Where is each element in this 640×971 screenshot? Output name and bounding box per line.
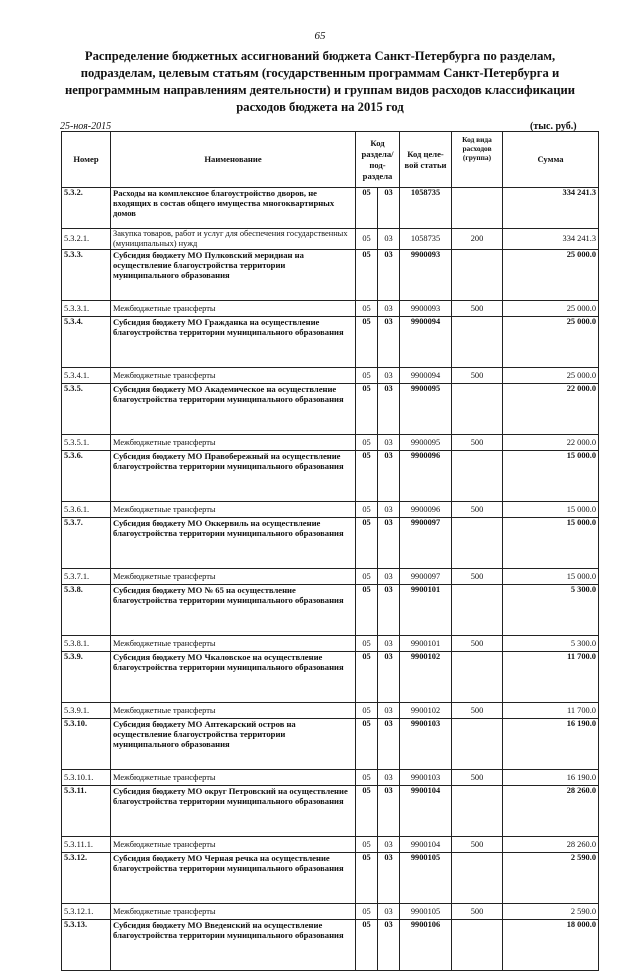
row-name: Субсидия бюджету МО Черная речка на осуществление благоустройства территории муниципального образования [111, 853, 356, 904]
row-sum: 5 300.0 [503, 585, 599, 636]
row-name: Межбюджетные трансферты [111, 770, 356, 786]
row-name: Межбюджетные трансферты [111, 703, 356, 719]
row-subsection-code: 03 [378, 301, 400, 317]
row-article-code: 9900094 [400, 368, 452, 384]
row-name: Межбюджетные трансферты [111, 636, 356, 652]
table-row [62, 229, 599, 250]
header-sum: Сумма [503, 132, 599, 188]
row-section-code: 05 [356, 920, 378, 971]
row-type-code: 500 [452, 703, 503, 719]
row-type-code [452, 652, 503, 703]
row-name: Субсидия бюджету МО Гражданка на осуществление благоустройства территории муниципального образования [111, 317, 356, 368]
row-subsection-code: 03 [378, 368, 400, 384]
row-type-code: 500 [452, 435, 503, 451]
table-row [62, 188, 599, 229]
row-section-code: 05 [356, 451, 378, 502]
table-row [62, 301, 599, 317]
row-number: 5.3.9. [62, 652, 111, 703]
table-row [62, 317, 599, 368]
row-sum: 16 190.0 [503, 770, 599, 786]
row-type-code [452, 853, 503, 904]
row-subsection-code: 03 [378, 837, 400, 853]
row-type-code [452, 317, 503, 368]
row-type-code [452, 188, 503, 229]
row-number: 5.3.11.1. [62, 837, 111, 853]
row-sum: 11 700.0 [503, 703, 599, 719]
row-article-code: 9900095 [400, 435, 452, 451]
row-article-code: 1058735 [400, 229, 452, 250]
row-subsection-code: 03 [378, 188, 400, 229]
row-number: 5.3.7.1. [62, 569, 111, 585]
row-subsection-code: 03 [378, 384, 400, 435]
row-section-code: 05 [356, 837, 378, 853]
row-sum: 25 000.0 [503, 301, 599, 317]
row-subsection-code: 03 [378, 518, 400, 569]
row-type-code: 500 [452, 837, 503, 853]
row-number: 5.3.4.1. [62, 368, 111, 384]
row-subsection-code: 03 [378, 502, 400, 518]
page-number: 65 [314, 30, 326, 42]
table-row [62, 703, 599, 719]
row-name: Межбюджетные трансферты [111, 502, 356, 518]
row-article-code: 9900104 [400, 837, 452, 853]
table-row [62, 837, 599, 853]
row-article-code: 9900105 [400, 904, 452, 920]
row-section-code: 05 [356, 229, 378, 250]
row-article-code: 9900105 [400, 853, 452, 904]
row-subsection-code: 03 [378, 920, 400, 971]
row-name: Субсидия бюджету МО Оккервиль на осуществление благоустройства территории муниципального образования [111, 518, 356, 569]
row-number: 5.3.6. [62, 451, 111, 502]
row-type-code: 500 [452, 904, 503, 920]
row-sum: 16 190.0 [503, 719, 599, 770]
row-name: Субсидия бюджету МО Правобережный на осуществление благоустройства территории муниципального образования [111, 451, 356, 502]
table-row [62, 518, 599, 569]
row-type-code: 500 [452, 636, 503, 652]
document-date: 25-ноя-2015 [60, 121, 112, 132]
row-number: 5.3.3. [62, 250, 111, 301]
row-number: 5.3.10. [62, 719, 111, 770]
row-type-code [452, 719, 503, 770]
table-row [62, 368, 599, 384]
row-sum: 5 300.0 [503, 636, 599, 652]
table-row [62, 636, 599, 652]
row-subsection-code: 03 [378, 451, 400, 502]
row-sum: 18 000.0 [503, 920, 599, 971]
row-article-code: 9900103 [400, 719, 452, 770]
header-article-code: Код целе- вой статьи [400, 132, 452, 188]
row-subsection-code: 03 [378, 786, 400, 837]
row-number: 5.3.5. [62, 384, 111, 435]
row-subsection-code: 03 [378, 569, 400, 585]
header-section-code: Код раздела/ под- раздела [356, 132, 400, 188]
row-article-code: 9900102 [400, 652, 452, 703]
row-sum: 25 000.0 [503, 368, 599, 384]
row-number: 5.3.2.1. [62, 229, 111, 250]
row-type-code [452, 250, 503, 301]
row-name: Субсидия бюджету МО Чкаловское на осуществление благоустройства территории муниципального образования [111, 652, 356, 703]
row-sum: 25 000.0 [503, 250, 599, 301]
row-section-code: 05 [356, 786, 378, 837]
units-label: (тыс. руб.) [530, 121, 577, 132]
row-sum: 22 000.0 [503, 384, 599, 435]
row-name: Субсидия бюджету МО Академическое на осуществление благоустройства территории муниципального образования [111, 384, 356, 435]
row-article-code: 9900096 [400, 451, 452, 502]
row-section-code: 05 [356, 569, 378, 585]
row-name: Межбюджетные трансферты [111, 435, 356, 451]
row-name: Субсидия бюджету МО округ Петровский на осуществление благоустройства территории муниципального образования [111, 786, 356, 837]
table-row [62, 786, 599, 837]
row-article-code: 9900094 [400, 317, 452, 368]
table-row [62, 719, 599, 770]
row-type-code [452, 384, 503, 435]
table-row [62, 384, 599, 435]
row-section-code: 05 [356, 502, 378, 518]
row-section-code: 05 [356, 435, 378, 451]
row-subsection-code: 03 [378, 770, 400, 786]
row-article-code: 9900097 [400, 569, 452, 585]
row-section-code: 05 [356, 368, 378, 384]
row-article-code: 9900102 [400, 703, 452, 719]
row-number: 5.3.7. [62, 518, 111, 569]
row-article-code: 9900097 [400, 518, 452, 569]
row-number: 5.3.12. [62, 853, 111, 904]
row-name: Закупка товаров, работ и услуг для обеспечения государственных (муниципальных) нужд [111, 229, 356, 250]
row-number: 5.3.8.1. [62, 636, 111, 652]
table-row [62, 502, 599, 518]
header-number: Номер [62, 132, 111, 188]
document-title: Распределение бюджетных ассигнований бюджета Санкт-Петербурга по разделам, подразделам, целевым статьям (государственным программам Санкт-Петербурга и непрограммным направлениям деятельности) и группам видов расходов классификации расходов бюджета на 2015 год [65, 49, 575, 114]
row-type-code: 500 [452, 301, 503, 317]
row-type-code: 500 [452, 502, 503, 518]
table-row [62, 250, 599, 301]
row-number: 5.3.12.1. [62, 904, 111, 920]
row-section-code: 05 [356, 703, 378, 719]
table-row [62, 569, 599, 585]
row-number: 5.3.11. [62, 786, 111, 837]
header-type-code: Код вида расходов (группа) [452, 132, 503, 188]
row-type-code: 200 [452, 229, 503, 250]
row-number: 5.3.13. [62, 920, 111, 971]
table-row [62, 920, 599, 971]
table-header-row [62, 132, 599, 188]
row-article-code: 1058735 [400, 188, 452, 229]
row-subsection-code: 03 [378, 250, 400, 301]
row-number: 5.3.4. [62, 317, 111, 368]
row-section-code: 05 [356, 188, 378, 229]
row-subsection-code: 03 [378, 636, 400, 652]
budget-table [61, 131, 599, 971]
table-row [62, 904, 599, 920]
row-type-code [452, 786, 503, 837]
row-section-code: 05 [356, 585, 378, 636]
row-number: 5.3.10.1. [62, 770, 111, 786]
row-type-code: 500 [452, 569, 503, 585]
row-subsection-code: 03 [378, 703, 400, 719]
row-name: Межбюджетные трансферты [111, 368, 356, 384]
row-section-code: 05 [356, 518, 378, 569]
row-name: Расходы на комплексное благоустройство дворов, не входящих в состав общего имущества многоквартирных домов [111, 188, 356, 229]
row-section-code: 05 [356, 250, 378, 301]
row-sum: 15 000.0 [503, 502, 599, 518]
row-section-code: 05 [356, 719, 378, 770]
row-sum: 11 700.0 [503, 652, 599, 703]
row-name: Межбюджетные трансферты [111, 569, 356, 585]
row-type-code [452, 585, 503, 636]
row-name: Субсидия бюджету МО Введенский на осуществление благоустройства территории муниципального образования [111, 920, 356, 971]
row-section-code: 05 [356, 301, 378, 317]
row-sum: 22 000.0 [503, 435, 599, 451]
row-number: 5.3.9.1. [62, 703, 111, 719]
row-type-code [452, 518, 503, 569]
row-article-code: 9900103 [400, 770, 452, 786]
row-sum: 2 590.0 [503, 853, 599, 904]
row-number: 5.3.8. [62, 585, 111, 636]
row-name: Межбюджетные трансферты [111, 301, 356, 317]
row-section-code: 05 [356, 904, 378, 920]
row-section-code: 05 [356, 636, 378, 652]
row-subsection-code: 03 [378, 652, 400, 703]
row-name: Субсидия бюджету МО Аптекарский остров на осуществление благоустройства территории муниципального образования [111, 719, 356, 770]
row-sum: 28 260.0 [503, 786, 599, 837]
table-row [62, 451, 599, 502]
row-article-code: 9900093 [400, 250, 452, 301]
row-section-code: 05 [356, 770, 378, 786]
row-name: Субсидия бюджету МО Пулковский меридиан на осуществление благоустройства территории муниципального образования [111, 250, 356, 301]
row-article-code: 9900101 [400, 585, 452, 636]
row-article-code: 9900104 [400, 786, 452, 837]
row-subsection-code: 03 [378, 719, 400, 770]
table-row [62, 652, 599, 703]
row-type-code [452, 451, 503, 502]
row-article-code: 9900101 [400, 636, 452, 652]
row-type-code: 500 [452, 368, 503, 384]
row-article-code: 9900106 [400, 920, 452, 971]
row-section-code: 05 [356, 384, 378, 435]
row-section-code: 05 [356, 317, 378, 368]
table-row [62, 435, 599, 451]
row-sum: 334 241.3 [503, 188, 599, 229]
row-sum: 2 590.0 [503, 904, 599, 920]
table-body [62, 188, 599, 971]
row-subsection-code: 03 [378, 904, 400, 920]
header-name: Наименование [111, 132, 356, 188]
row-number: 5.3.3.1. [62, 301, 111, 317]
row-sum: 28 260.0 [503, 837, 599, 853]
row-name: Межбюджетные трансферты [111, 904, 356, 920]
row-section-code: 05 [356, 853, 378, 904]
row-sum: 15 000.0 [503, 569, 599, 585]
row-subsection-code: 03 [378, 317, 400, 368]
row-sum: 15 000.0 [503, 451, 599, 502]
row-subsection-code: 03 [378, 229, 400, 250]
row-sum: 334 241.3 [503, 229, 599, 250]
row-sum: 15 000.0 [503, 518, 599, 569]
row-article-code: 9900095 [400, 384, 452, 435]
row-subsection-code: 03 [378, 585, 400, 636]
row-section-code: 05 [356, 652, 378, 703]
row-sum: 25 000.0 [503, 317, 599, 368]
row-name: Субсидия бюджету МО № 65 на осуществление благоустройства территории муниципального образования [111, 585, 356, 636]
row-number: 5.3.6.1. [62, 502, 111, 518]
table-row [62, 770, 599, 786]
row-type-code: 500 [452, 770, 503, 786]
row-subsection-code: 03 [378, 853, 400, 904]
row-article-code: 9900096 [400, 502, 452, 518]
row-name: Межбюджетные трансферты [111, 837, 356, 853]
row-type-code [452, 920, 503, 971]
row-number: 5.3.2. [62, 188, 111, 229]
row-number: 5.3.5.1. [62, 435, 111, 451]
table-row [62, 585, 599, 636]
row-subsection-code: 03 [378, 435, 400, 451]
table-row [62, 853, 599, 904]
row-article-code: 9900093 [400, 301, 452, 317]
